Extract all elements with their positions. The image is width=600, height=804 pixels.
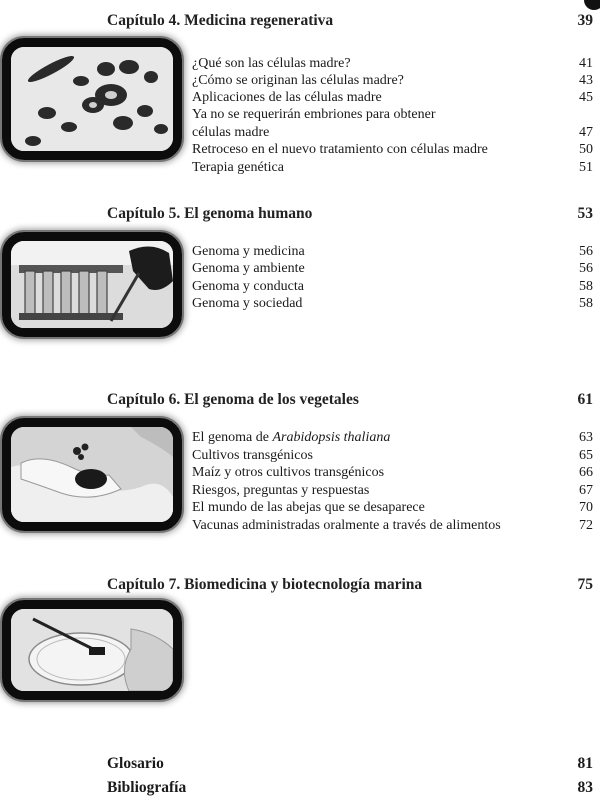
chapter-4-heading — [107, 12, 593, 34]
toc-entry: El genoma de Arabidopsis thaliana 63 — [192, 430, 593, 445]
chapter-page: 39 — [577, 12, 593, 29]
toc-entry: ¿Cómo se originan las células madre? 43 — [192, 73, 593, 88]
chapter-title: Capítulo 4. Medicina regenerativa — [107, 12, 334, 29]
cells-photo-icon — [2, 38, 182, 160]
toc-entry: Vacunas administradas oralmente a través de alimentos 72 — [192, 518, 593, 533]
chapter-5-heading — [107, 205, 593, 227]
toc-entry: Genoma y medicina 56 — [192, 244, 593, 259]
toc-entry: Retroceso en el nuevo tratamiento con células madre 50 — [192, 142, 593, 157]
chapter-page: 75 — [577, 576, 593, 593]
chapter-7-heading — [107, 576, 593, 598]
toc-entry: ¿Qué son las células madre? 41 — [192, 56, 593, 71]
toc-entry: Genoma y ambiente 56 — [192, 261, 593, 276]
glossary-entry: Glosario 81 — [107, 755, 593, 772]
chapter-6-heading — [107, 391, 593, 413]
toc-entry: Cultivos transgénicos 65 — [192, 448, 593, 463]
test-tubes-photo-icon — [2, 232, 182, 337]
toc-entry: Aplicaciones de las células madre 45 — [192, 90, 593, 105]
toc-entry: Ya no se requerirán embriones para obtener — [192, 107, 436, 122]
toc-entry: Terapia genética 51 — [192, 160, 593, 175]
chapter-page: 53 — [577, 205, 593, 222]
toc-entry: El mundo de las abejas que se desaparece 70 — [192, 500, 593, 515]
toc-entry: Riesgos, preguntas y respuestas 67 — [192, 483, 593, 498]
toc-entry: Maíz y otros cultivos transgénicos 66 — [192, 465, 593, 480]
bibliography-entry: Bibliografía 83 — [107, 779, 593, 796]
toc-entry: Genoma y sociedad 58 — [192, 296, 593, 311]
gloved-hand-seeds-photo-icon — [2, 418, 182, 531]
toc-entry: células madre 47 — [192, 125, 593, 140]
petri-dish-photo-icon — [2, 600, 182, 700]
chapter-title: Capítulo 7. Biomedicina y biotecnología marina — [107, 576, 423, 593]
chapter-title: Capítulo 6. El genoma de los vegetales — [107, 391, 359, 408]
corner-mark — [584, 0, 600, 10]
chapter-title: Capítulo 5. El genoma humano — [107, 205, 313, 222]
chapter-page: 61 — [577, 391, 593, 408]
toc-entry: Genoma y conducta 58 — [192, 279, 593, 294]
